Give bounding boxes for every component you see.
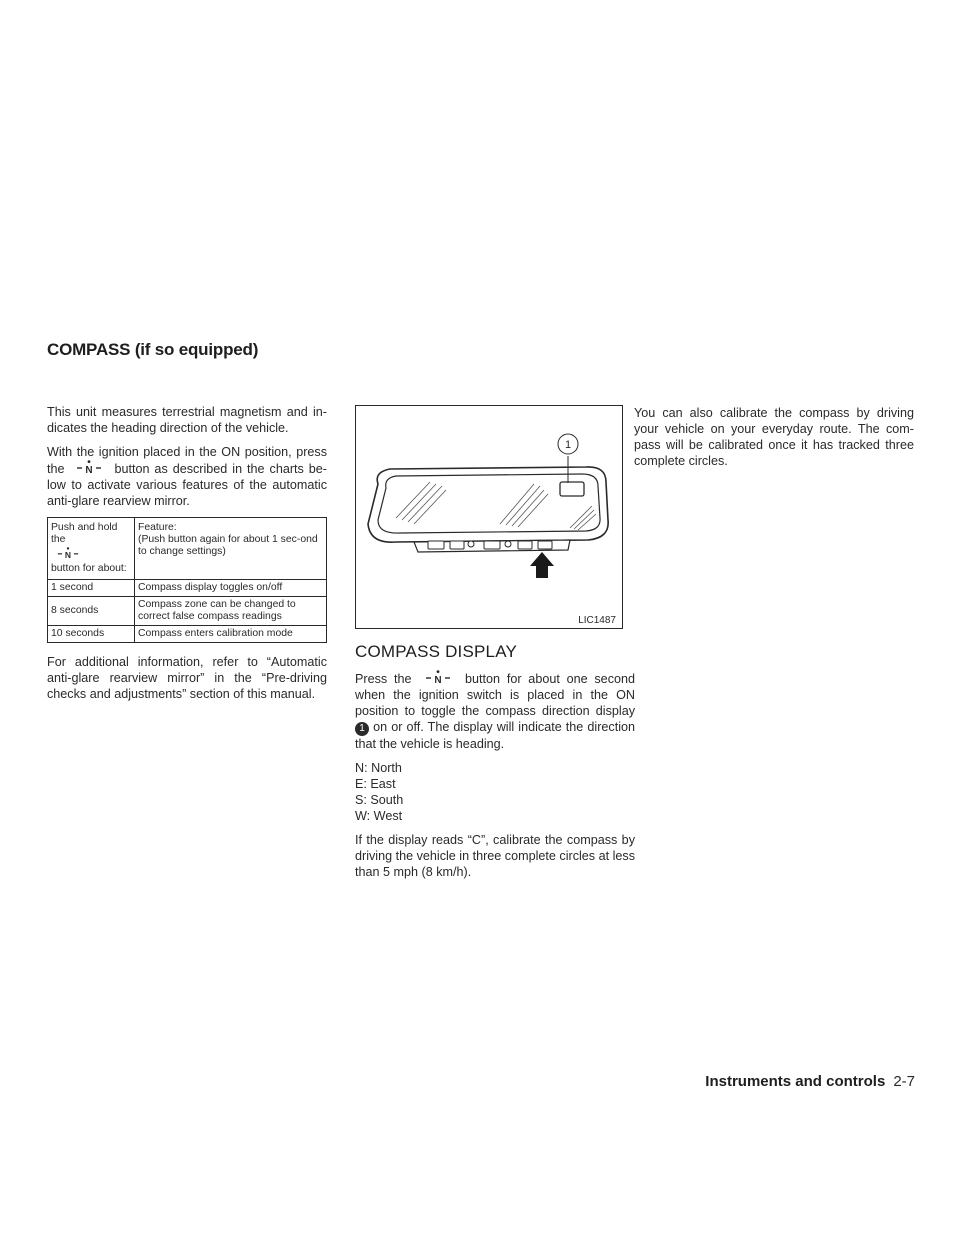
mirror-figure [355, 405, 623, 629]
duration-cell: 8 seconds [48, 597, 135, 626]
feature-cell: Compass zone can be changed to correct false compass readings [135, 597, 327, 626]
press-text: Press the [355, 672, 412, 686]
list-item: E: East [355, 777, 396, 791]
header-duration-label-a: Push and hold the [51, 522, 118, 545]
direction-text: on or off. The display will indicate the direction that the vehicle is heading. [355, 720, 635, 751]
page-footer [705, 1073, 915, 1090]
list-item: N: North [355, 761, 402, 775]
header-duration [48, 518, 135, 580]
page-number: 2-7 [893, 1073, 915, 1090]
compass-display-title: COMPASS DISPLAY [355, 642, 518, 661]
reference-paragraph: For additional information, refer to “Automatic anti-glare rearview mirror” in the “Pre-driving checks and adjustments” section of this manual. [47, 655, 327, 701]
column-3 [634, 405, 914, 477]
toggle-text: button for about one second when the ignition switch is placed in the ON position to toggle the compass direction display [355, 672, 635, 718]
table-row [48, 580, 327, 597]
callout-number: 1 [564, 439, 572, 451]
svg-text:N: N [85, 465, 94, 474]
duration-cell: 1 second [48, 580, 135, 597]
svg-text:N: N [434, 675, 442, 684]
compass-n-icon [51, 546, 85, 560]
ignition-paragraph [47, 444, 327, 509]
column-1 [47, 404, 327, 710]
duration-cell: 10 seconds [48, 626, 135, 643]
column-2 [355, 405, 635, 888]
figure-code: LIC1487 [578, 615, 616, 626]
footer-section: Instruments and controls [705, 1073, 886, 1090]
calibrate-paragraph: If the display reads “C”, calibrate the compass by driving the vehicle in three complete circles at less than 5 mph (8 km/h). [355, 833, 635, 879]
ignition-text-end: button as described in the charts be-low to activate various features of the automatic anti-glare rearview mirror. [47, 462, 327, 508]
section-title: COMPASS (if so equipped) [47, 340, 259, 359]
header-feature: Feature: (Push button again for about 1 sec-ond to change settings) [135, 518, 327, 580]
table-row [48, 626, 327, 643]
table-row [48, 597, 327, 626]
direction-list [355, 760, 635, 824]
list-item: S: South [355, 793, 404, 807]
feature-cell: Compass display toggles on/off [135, 580, 327, 597]
callout-badge: 1 [355, 722, 369, 736]
header-duration-label-b: button for about: [51, 563, 127, 574]
compass-n-icon [69, 460, 109, 474]
feature-table [47, 517, 327, 643]
list-item: W: West [355, 809, 403, 823]
ignition-text-start: With the ignition placed in the ON position, press the [47, 445, 327, 476]
compass-display-paragraph [355, 670, 635, 752]
svg-text:N: N [64, 550, 72, 560]
feature-cell: Compass enters calibration mode [135, 626, 327, 643]
compass-n-icon [418, 670, 458, 684]
intro-paragraph: This unit measures terrestrial magnetism and in-dicates the heading direction of the vehicle. [47, 405, 327, 435]
rearview-mirror-illustration [356, 406, 622, 628]
table-header-row [48, 518, 327, 580]
route-calibration-paragraph: You can also calibrate the compass by driving your vehicle on your everyday route. The com-pass will be calibrated once it has tracked three complete circles. [634, 406, 914, 468]
